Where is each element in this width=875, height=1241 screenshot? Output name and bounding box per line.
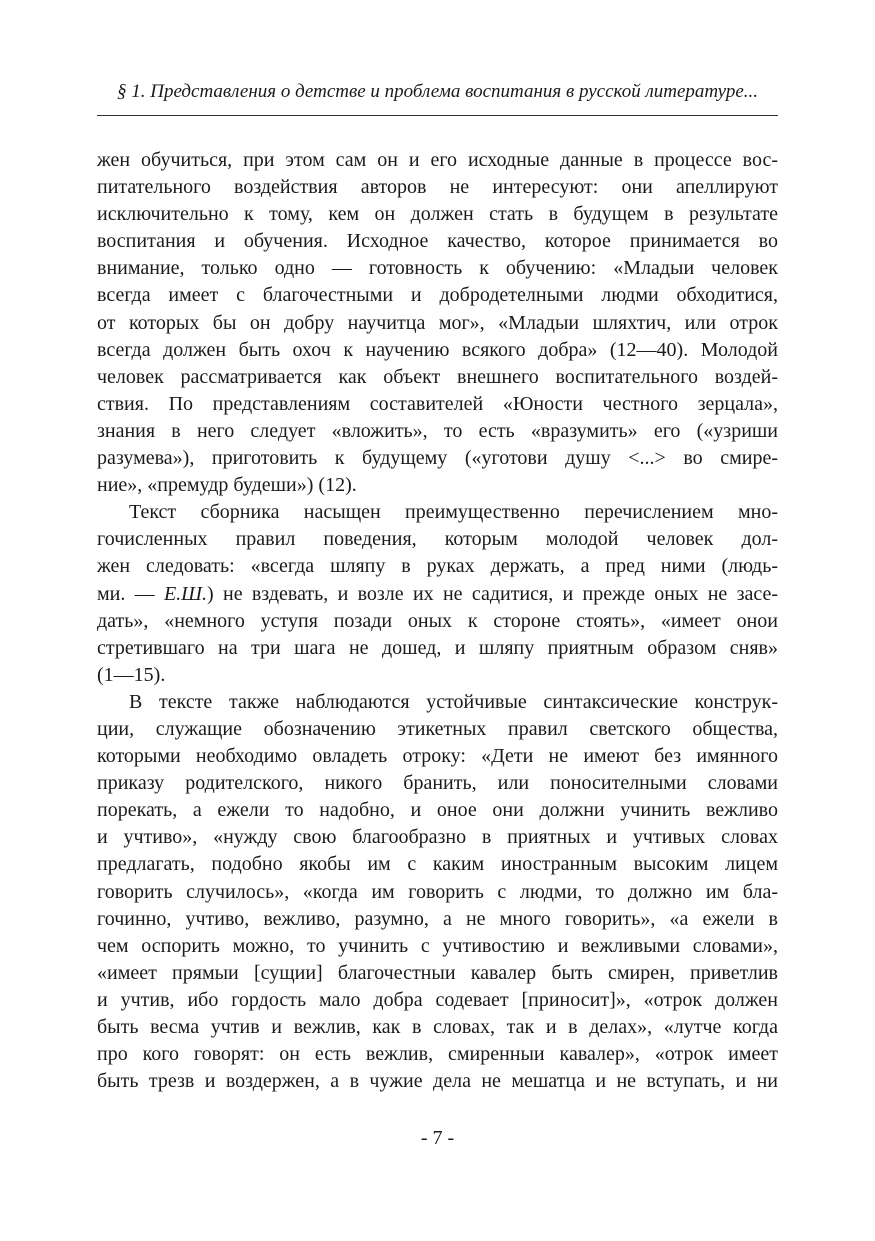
paragraph-2-line: Текст сборника насыщен преимущественно перечислением мно- <box>129 501 778 524</box>
paragraph-3-line: ции, служащие обозначению этикетных правил светского общества, <box>97 717 778 740</box>
paragraph-2-line: жен следовать: «всегда шляпу в руках держать, а пред ними (людь- <box>97 555 778 578</box>
paragraph-2-line: (1—15). <box>97 663 166 686</box>
paragraph-1-line: всегда должен быть охоч к научению всякого добра» (12—40). Молодой <box>97 338 778 361</box>
page-number: - 7 - <box>420 1127 455 1149</box>
header-divider <box>97 115 778 116</box>
paragraph-1-line: разумева»), приготовить к будущему («уготови душу <...> во смире- <box>97 447 778 470</box>
author-initials: Е.Ш. <box>163 582 208 605</box>
paragraph-1-line: человек рассматривается как объект внешнего воспитательного воздей- <box>97 365 778 388</box>
paragraph-1-line: от которых бы он добру научитца мог», «Младыи шляхтич, или отрок <box>97 311 778 334</box>
paragraph-1-line: жен обучиться, при этом сам он и его исходные данные в процессе вос- <box>97 149 778 171</box>
paragraph-3-line: быть трезв и воздержен, а в чужие дела не мешатца и не вступать, и ни <box>97 1070 778 1093</box>
paragraph-3-line: «имеет прямыи [сущии] благочестныи кавалер быть смирен, приветлив <box>97 961 778 984</box>
paragraph-1-line: всегда имеет с благочестными и добродетелными людми обходитися, <box>97 284 778 307</box>
paragraph-3-line: которыми необходимо овладеть отроку: «Дети не имеют без имянного <box>97 745 778 768</box>
paragraph-1-line: знания в него следует «вложить», то есть «вразумить» его («узриши <box>97 419 778 442</box>
paragraph-3-line: быть весма учтив и вежлив, как в словах, так и в делах», «лутче когда <box>97 1016 778 1038</box>
paragraph-3-line: приказу родителского, никого бранить, или поносителными словами <box>97 772 778 795</box>
paragraph-3-line: и учтиво», «нужду свою благообразно в приятных и учтивых словах <box>97 826 778 849</box>
paragraph-1-line: внимание, только одно — готовность к обучению: «Младыи человек <box>97 257 778 280</box>
paragraph-3-line: порекать, а ежели то надобно, и оное они должни учинить вежливо <box>97 799 778 822</box>
paragraph-3-line: В тексте также наблюдаются устойчивые синтаксические конструк- <box>129 690 778 713</box>
paragraph-1-line: воспитания и обучения. Исходное качество, которое принимается во <box>97 230 778 253</box>
paragraph-3-line: говорить случилось», «когда им говорить с людми, то должно им бла- <box>97 880 778 903</box>
running-header: § 1. Представления о детстве и проблема воспитания в русской литературе... <box>116 81 759 102</box>
paragraph-2-line: гочисленных правил поведения, которым молодой человек дол- <box>97 528 778 551</box>
paragraph-3-line: гочинно, учтиво, вежливо, разумно, а не много говорить», «а ежели в <box>97 907 778 930</box>
paragraph-1-line: исключительно к тому, кем он должен стать в будущем в результате <box>97 203 778 226</box>
paragraph-3-line: и учтив, ибо гордость мало добра содевает [приносит]», «отрок должен <box>97 988 778 1011</box>
body-text <box>97 147 778 1095</box>
text-segment: ) не вздевать, и возле их не садитися, и прежде оных не засе- <box>207 582 779 605</box>
paragraph-2-line: дать», «немного уступя позади оных к стороне стоять», «имеет онои <box>97 609 778 632</box>
paragraph-1-line: питательного воздействия авторов не интересуют: они апеллируют <box>97 176 778 199</box>
paragraph-1-line: ствия. По представлениям составителей «Юности честного зерцала», <box>97 392 778 415</box>
paragraph-3-line: предлагать, подобно якобы им с каким иностранным высоким лицем <box>97 853 778 876</box>
paragraph-2-line-with-initials <box>97 581 778 608</box>
paragraph-3-line: чем оспорить можно, то учинить с учтивостию и вежливыми словами», <box>97 934 778 957</box>
paragraph-2-line: стретившаго на три шага не дошед, и шляпу приятным образом сняв» <box>97 636 778 659</box>
text-segment: ми. — <box>97 582 164 605</box>
paragraph-3-line: про кого говорят: он есть вежлив, смиренныи кавалер», «отрок имеет <box>97 1043 778 1066</box>
paragraph-1-line: ние», «премудр будеши») (12). <box>97 474 357 497</box>
